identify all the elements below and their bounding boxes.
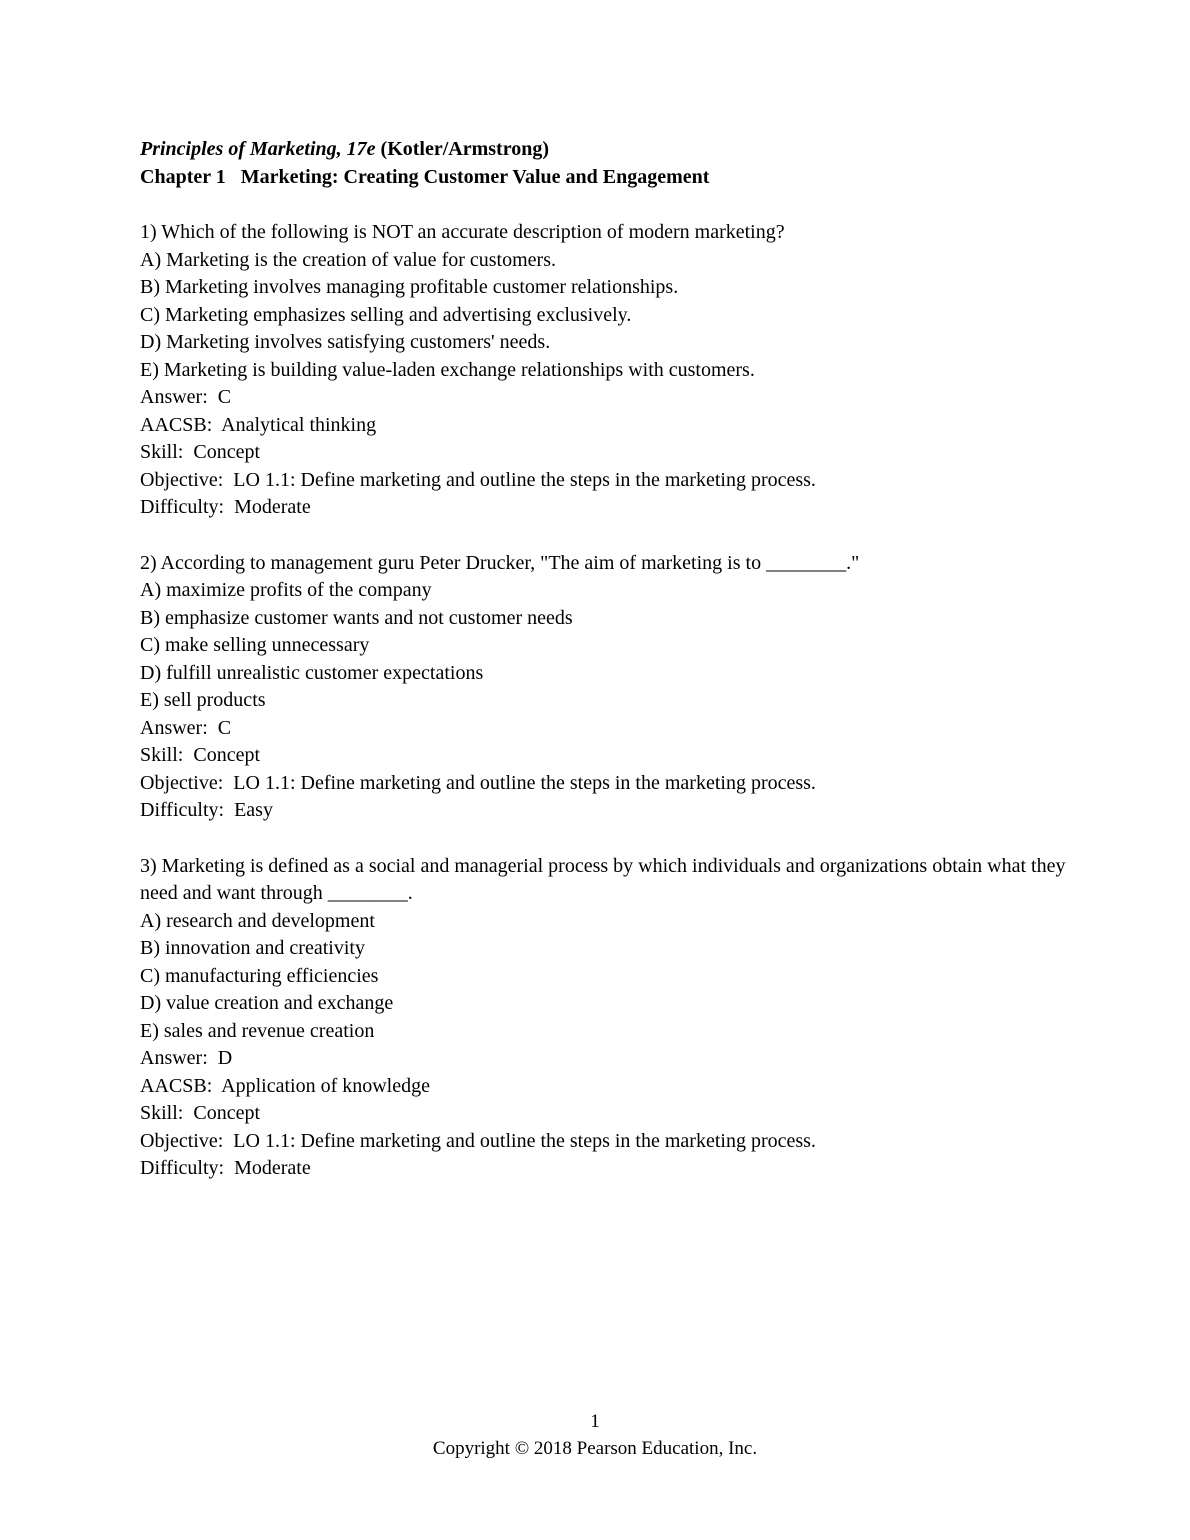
text-line: B) Marketing involves managing profitable customer relationships. (140, 276, 679, 298)
text-line: Difficulty: Moderate (140, 496, 311, 518)
question-2 (140, 550, 1072, 825)
text-line: C) Marketing emphasizes selling and advertising exclusively. (140, 303, 632, 326)
questions (140, 219, 1072, 1183)
text-line: E) Marketing is building value-laden exchange relationships with customers. (140, 358, 755, 381)
book-title (140, 136, 1072, 164)
text-line: E) sales and revenue creation (140, 1019, 375, 1042)
chapter-title: Chapter 1 Marketing: Creating Customer Value and Engagement (140, 165, 710, 188)
page-header (140, 136, 1072, 191)
text-line: B) emphasize customer wants and not customer needs (140, 606, 573, 629)
text-line: 3) Marketing is defined as a social and managerial process by which individuals and organizations obtain what they need and want through ________. (140, 854, 1071, 904)
text-line: B) innovation and creativity (140, 937, 365, 959)
text-line: Objective: LO 1.1: Define marketing and outline the steps in the marketing process. (140, 468, 816, 491)
text-line: E) sell products (140, 689, 266, 711)
question-1 (140, 219, 1072, 522)
text-line: D) fulfill unrealistic customer expectations (140, 661, 484, 684)
page-number: 1 (590, 1411, 600, 1432)
text-line: Answer: C (140, 716, 232, 739)
text-line: AACSB: Analytical thinking (140, 413, 377, 436)
text-line: 1) Which of the following is NOT an accurate description of modern marketing? (140, 221, 785, 243)
text-line: A) maximize profits of the company (140, 579, 432, 601)
question-3 (140, 853, 1072, 1183)
text-line: Skill: Concept (140, 1102, 260, 1124)
text-line: A) Marketing is the creation of value for customers. (140, 248, 556, 271)
text-line: Skill: Concept (140, 441, 260, 463)
text-line: AACSB: Application of knowledge (140, 1074, 430, 1097)
book-title-authors: (Kotler/Armstrong) (375, 138, 550, 160)
book-title-italic: Principles of Marketing, 17e (140, 138, 376, 160)
text-line: Objective: LO 1.1: Define marketing and outline the steps in the marketing process. (140, 1129, 816, 1152)
page-content (140, 136, 1072, 1211)
text-line: Answer: C (140, 386, 232, 408)
text-line: 2) According to management guru Peter Drucker, "The aim of marketing is to ________." (140, 551, 860, 574)
text-line: Objective: LO 1.1: Define marketing and outline the steps in the marketing process. (140, 771, 816, 794)
text-line: Difficulty: Easy (140, 799, 273, 821)
copyright-notice: Copyright © 2018 Pearson Education, Inc. (432, 1438, 758, 1459)
text-line: C) make selling unnecessary (140, 634, 370, 656)
page-footer (0, 1408, 1190, 1462)
text-line: C) manufacturing efficiencies (140, 964, 379, 987)
text-line: Skill: Concept (140, 744, 260, 766)
text-line: Answer: D (140, 1047, 233, 1069)
text-line: D) value creation and exchange (140, 992, 394, 1014)
text-line: Difficulty: Moderate (140, 1157, 311, 1179)
text-line: A) research and development (140, 909, 375, 932)
text-line: D) Marketing involves satisfying customers' needs. (140, 331, 551, 353)
